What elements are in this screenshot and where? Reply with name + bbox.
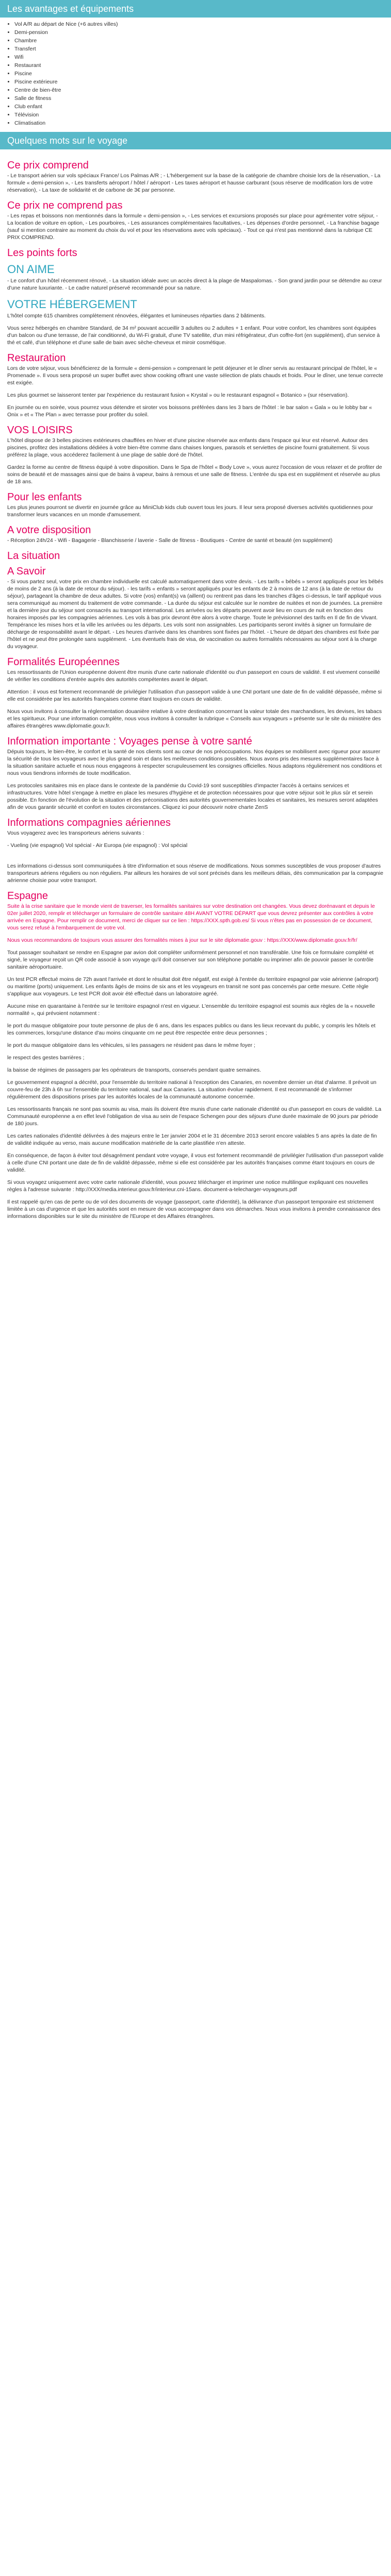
section-heading: Information importante : Voyages pense à votre santé (7, 736, 252, 747)
footer-paragraph: le port du masque obligatoire dans les véhicules, si les passagers ne résident pas dans le même foyer ; (7, 1042, 255, 1048)
footer-paragraph: Les informations ci-dessus sont communiquées à titre d'information et sous réserve de modifications. Nous sommes susceptibles de vous proposer d'autres transporteurs aériens réguliers ou non réguliers. Par ailleurs les horaires de vol sont précisés dans les meilleurs délais, dès communication par la compagnie aérienne choisie pour votre transport. (7, 863, 383, 884)
advantage-item: • Demi-pension (14, 29, 391, 36)
section-heading: Ce prix comprend (7, 160, 89, 171)
advantage-item: • Wifi (14, 54, 391, 61)
section-heading: ON AIME (7, 263, 55, 276)
advantages-list (0, 21, 391, 127)
advantage-item: • Transfert (14, 45, 391, 53)
info-header: Quelques mots sur le voyage (0, 132, 391, 149)
footer-paragraph: le port du masque obligatoire pour toute personne de plus de 6 ans, dans les espaces publics ou dans les lieux recevant du public, y compris les hôtels et les commerces, lorsqu'une distance d'au moins cinquante cm ne peut être respectée entre deux personnes ; (7, 1023, 376, 1036)
footer-paragraph: Le gouvernement espagnol a décrété, pour l'ensemble du territoire national à l'exception des Canaries, en novembre dernier un état d'alarme. Il prévoit un couvre-feu de 23h à 6h sur l'ensemble du territoire national, sauf aux Canaries. La situation évolue rapidement. Il est recommandé de s'informer régulièrement des dispositions prises par les autorités locales de la communauté autonome concernée. (7, 1079, 377, 1100)
footer-section (0, 858, 391, 1229)
footer-paragraph: Il est rappelé qu'en cas de perte ou de vol des documents de voyage (passeport, carte d'identité), la délivrance d'un passeport temporaire est strictement limitée à un cas d'urgence et que les autorités sont en mesure de vous accompagner dans vos démarches. Nous vous invitons à prendre connaissance des informations disponibles sur le site du ministère de l'Europe et des Affaires étrangères. (7, 1199, 381, 1219)
advantage-item: • Climatisation (14, 120, 391, 127)
footer-paragraph: Les cartes nationales d'identité délivrées à des majeurs entre le 1er janvier 2004 et le 31 décembre 2013 seront encore valables 5 ans après la date de fin de validité indiquée au verso, mais aucune modification matérielle de la carte plastifiée n'en atteste. (7, 1133, 377, 1146)
section-paragraph: - Vueling (vie espagnol) Vol spécial - Air Europa (vie espagnol) : Vol spécial (7, 842, 188, 849)
advantage-item: • Chambre (14, 37, 391, 44)
section-heading: Les points forts (7, 247, 77, 259)
section-paragraph: - Le transport aérien sur vols spéciaux France/ Los Palmas A/R ; - L'hébergement sur la base de la catégorie de chambre choisie lors de la réservation, - La formule « demi-pension », - Les transferts aéroport / hôtel / aéroport - Les taxes aéroport et hausse carburant (sous réserve de modification lors de votre réservation), - La taxe de solidarité et de carbone de 3€ par personne. (7, 173, 381, 193)
section-heading: VOS LOISIRS (7, 425, 73, 436)
section-heading: A votre disposition (7, 524, 91, 536)
section-paragraph: Lors de votre séjour, vous bénéficierez de la formule « demi-pension » comprenant le petit déjeuner et le dîner servis au restaurant principal de l'hôtel, le « Promenade ». Il vous sera proposé un super buffet avec show cooking offrant une vaste sélection de plats chauds et froids. Pour le dîner, une tenue correcte est exigée. (7, 365, 383, 386)
advantages-header: Les avantages et équipements (0, 0, 391, 18)
section-paragraph: Nous vous invitons à consulter la réglementation douanière relative à votre destination concernant la valeur totale des marchandises, les devises, les tabacs et les spiritueux. Pour une information complète, nous vous invitons à consulter la rubrique « Conseils aux voyageurs » présente sur le site du ministère des affaires étrangères www.diplomatie.gouv.fr. (7, 708, 382, 729)
advantage-item: • Télévision (14, 111, 391, 118)
advantage-item: • Salle de fitness (14, 95, 391, 102)
section-paragraph: L'hôtel dispose de 3 belles piscines extérieures chauffées en hiver et d'une piscine réservée aux enfants dans l'espace qui leur est réservé. Autour des piscines, profitez des installations dédiées à votre bien-être comme dans chaises longues, parasols et serviettes de piscine fourni gratuitement. Si vous préférez la plage, vous accéderez facilement à une plage de sable doré de l'hôtel. (7, 437, 370, 458)
section-heading: Restauration (7, 352, 66, 364)
footer-paragraph: Si vous voyagez uniquement avec votre carte nationale d'identité, vous pouvez télécharger et imprimer une notice multilingue expliquant ces nouvelles règles à l'adresse suivante : http://XXX/media.interieur.gouv.fr/interieur.cni-15ans. document-a-telecharger-voyageurs.pdf (7, 1179, 368, 1193)
section-heading: VOTRE HÉBERGEMENT (7, 298, 137, 311)
footer-paragraph: Nous vous recommandons de toujours vous assurer des formalités mises à jour sur le site diplomatie.gouv : https://XXX/www.diplomatie.gouv.fr/fr/ (7, 937, 357, 943)
section-paragraph: Vous voyagerez avec les transporteurs aériens suivants : (7, 830, 144, 836)
section-paragraph: - Le confort d'un hôtel récemment rénové, - La situation idéale avec un accès direct à la plage de Maspalomas. - Son grand jardin pour se détendre au cœur d'une nature luxuriante. - Le cadre naturel préservé recommandé pour sa nature. (7, 278, 382, 291)
content (0, 149, 391, 858)
section-heading: Informations compagnies aériennes (7, 817, 171, 828)
section-paragraph: Vous serez hébergés en chambre Standard, de 34 m² pouvant accueillir 3 adultes ou 2 adultes + 1 enfant. Pour votre confort, les chambres sont équipées d'un balcon ou d'une terrasse, de l'air conditionné, du Wi-Fi gratuit, d'une TV satellite, d'un mini réfrigérateur, d'un coffre-fort (en supplément), d'un service à thé et café, d'un téléphone et d'une salle de bain avec sèche-cheveux et miroir cosmétique. (7, 325, 380, 346)
section-paragraph: En journée ou en soirée, vous pourrez vous détendre et siroter vos boissons préférées dans les 3 bars de l'hôtel : le bar salon « Gala » ou le lobby bar « Onix » et « The Plan » avec terrasse pour profiter du soleil. (7, 404, 372, 418)
section-paragraph: - Les repas et boissons non mentionnés dans la formule « demi-pension », - Les services et excursions proposés sur place pour agrémenter votre séjour, - La location de voiture en option, - Les pourboires, - Les assurances complémentaires facultatives, - Les dépenses d'ordre personnel, - La franchise bagage (sauf si mention contraire au moment du choix du vol et pour les réservations avec vols spéciaux). - Tout ce qui n'est pas mentionné dans la rubrique CE PRIX COMPREND. (7, 213, 380, 241)
section-paragraph: Les plus jeunes pourront se divertir en journée grâce au MiniClub kids club ouvert tous les jours. Il leur sera proposé diverses activités quotidiennes pour transformer leurs vacances en un monde d'amusement. (7, 504, 373, 518)
footer-paragraph: le respect des gestes barrières ; (7, 1055, 85, 1061)
section-paragraph: - Si vous partez seul, votre prix en chambre individuelle est calculé automatiquement dans votre devis. - Les tarifs « bébés » seront appliqués pour les bébés de moins de 2 ans (à la date de retour du séjour). - les tarifs « enfants » seront appliqués pour les enfants de 2 à moins de 12 ans (à la date de retour du séjour), partageant la chambre de deux adultes. Si votre (vos) enfant(s) va (aillent) ou rentrent pas dans les tranches d'âges ci-dessus, le tarif appliqué vous sera communiqué au moment du traitement de votre commande. - La durée du séjour est calculée sur le nombre de nuitées et non de journées. La première et la dernière jour du séjour sont consacrés au transport international. Les arrivées ou les départs peuvent avoir lieu en cours de nuit en fonction des horaires imposés par les compagnies aériennes. Les vols à bas prix devront être alors à votre charge. Toute le prévisionnel des tarifs en Il de fin de Vivant. Tempérance les mises hors et la ville les arrivées ou les départs. Les vols sont non assignables. Les participants seront invités à signer un formulaire de décharge de responsabilité avant le départ. - Les heures d'arrivée dans les chambres sont fixées par l'hôtel. - L'heure de départ des chambres est fixée par l'hôtel et ne peut être prolongée sans supplément. - Les éventuels frais de visa, de vaccination ou autres formalités nécessaires au séjour sont à la charge du voyageur. (7, 579, 383, 650)
advantage-item: • Piscine (14, 70, 391, 77)
section-heading: Ce prix ne comprend pas (7, 200, 123, 211)
section-heading: A Savoir (7, 566, 46, 577)
section-paragraph: Dépuis toujours, le bien-être, le confort et la santé de nos clients sont au cœur de nos préoccupations. Nos équipes se mobilisent avec rigueur pour assurer la sécurité de tous les voyageurs avec le plus grand soin et dans les meilleures conditions possibles. Nous avons pris des mesures supplémentaires face à la situation sanitaire actuelle et nous nous engageons à respecter scrupuleusement les consignes officielles. Nous adaptons régulièrement nos conditions et nous vous tiendrons informés de toute modification. (7, 749, 382, 776)
advantage-item: • Vol A/R au départ de Nice (+6 autres villes) (14, 21, 391, 28)
section-paragraph: Les protocoles sanitaires mis en place dans le contexte de la pandémie du Covid-19 sont susceptibles d'impacter l'accès à certains services et infrastructures. Votre hôtel s'engage à mettre en place les mesures d'hygiène et de protection nécessaires pour que votre séjour soit le plus sûr et serein possible. En fonction de l'évolution de la situation et des préconisations des autorités gouvernementales locales et sanitaires, les mesures seront adaptées afin de vous garantir sécurité et confort en toutes circonstances. Cliquez ici pour découvrir notre charte ZenS (7, 783, 378, 810)
advantage-item: • Piscine extérieure (14, 78, 391, 86)
section-paragraph: L'hôtel compte 615 chambres complètement rénovées, élégantes et lumineuses réparties dans 2 bâtiments. (7, 313, 266, 319)
advantage-item: • Centre de bien-être (14, 87, 391, 94)
section-paragraph: Les plus gourmet se laisseront tenter par l'expérience du restaurant fusion « Krystal » ou le restaurant espagnol « Botanico » (sur réservation). (7, 392, 349, 398)
section-paragraph: Les ressortissants de l'Union européenne doivent être munis d'une carte nationale d'identité ou d'un passeport en cours de validité. Il est vivement conseillé de vérifier les conditions d'entrée auprès des autorités compétentes avant le départ. (7, 669, 380, 683)
section-heading: Formalités Européennes (7, 656, 120, 668)
advantage-item: • Restaurant (14, 62, 391, 69)
section-paragraph: - Réception 24h/24 - Wifi - Bagagerie - Blanchisserie / laverie - Salle de fitness - Boutiques - Centre de santé et beauté (en supplément) (7, 537, 333, 544)
section-heading: La situation (7, 550, 60, 562)
footer-paragraph: Tout passager souhaitant se rendre en Espagne par avion doit compléter uniformément personnel et non transférable. Une fois ce formulaire complété et signé, le voyageur reçoit un QR code associé à son voyage qu'il doit conserver sur son téléphone portable ou imprimer afin de pouvoir passer le contrôle sanitaire aéroportuaire. (7, 950, 374, 970)
footer-paragraph: Les ressortissants français ne sont pas soumis au visa, mais ils doivent être munis d'une carte nationale d'identité ou d'un passeport en cours de validité. La Communauté européenne a en effet levé l'obligation de visa au sein de l'espace Schengen pour des séjours d'une durée maximale de 90 jours par période de 180 jours. (7, 1106, 382, 1127)
footer-heading: Espagne (7, 890, 48, 902)
section-heading: Pour les enfants (7, 492, 82, 503)
advantage-item: • Club enfant (14, 103, 391, 110)
footer-paragraph: En conséquence, de façon à éviter tout désagrément pendant votre voyage, il vous est fortement recommandé de privilégier l'utilisation d'un passeport valide à celle d'une CNI portant une date de fin de validité dépassée, même si elle est considérée par les autorités françaises comme étant toujours en cours de validité. (7, 1153, 384, 1173)
footer-paragraph: Aucune mise en quarantaine à l'entrée sur le territoire espagnol n'est en vigueur. L'ensemble du territoire espagnol est soumis aux règles de la « nouvelle normalité », qui prévoient notamment : (7, 1003, 375, 1016)
footer-paragraph: Suite à la crise sanitaire que le monde vient de traverser, les formalités sanitaires sur votre destination ont changées. Vous devez dorénavant et depuis le 02er juillet 2020, remplir et télécharger un formulaire de contrôle sanitaire 48H AVANT VOTRE DÉPART que vous devrez présenter aux contrôles à votre arrivée en Espagne. Pour remplir ce document, merci de cliquer sur ce lien : https://XXX.spth.gob.es/ Si vous n'êtes pas en possession de ce document, vous serez refusé à l'embarquement de votre vol. (7, 903, 375, 931)
section-paragraph: Gardez la forme au centre de fitness équipé à votre disposition. Dans le Spa de l'hôtel « Body Love », vous aurez l'occasion de vous relaxer et de profiter de soins de beauté et de massages ainsi que de bains à vapeur, bains à remous et une salle de fitness. L'entrée du spa est en supplément et réservée au plus de 18 ans. (7, 464, 382, 485)
footer-paragraph: la baisse de régimes de passagers par les opérateurs de transports, conservés pendant quatre semaines. (7, 1067, 262, 1073)
section-paragraph: Attention : il vous est fortement recommandé de privilégier l'utilisation d'un passeport valide à une CNI portant une date de fin de validité dépassée, même si elle est considérée par les autorités françaises comme étant toujours en cours de validité. (7, 689, 382, 702)
footer-paragraph: Un test PCR effectué moins de 72h avant l'arrivée et dont le résultat doit être négatif, est exigé à l'entrée du territoire espagnol par voie aérienne (aéroport) ou maritime (ports) uniquement. Les enfants âgés de moins de six ans et les voyageurs en transit ne sont pas concernés par cette mesure. Cette règle s'applique aux voyageurs. Le test PCR doit avoir été effectué dans un laboratoire agréé. (7, 976, 379, 997)
